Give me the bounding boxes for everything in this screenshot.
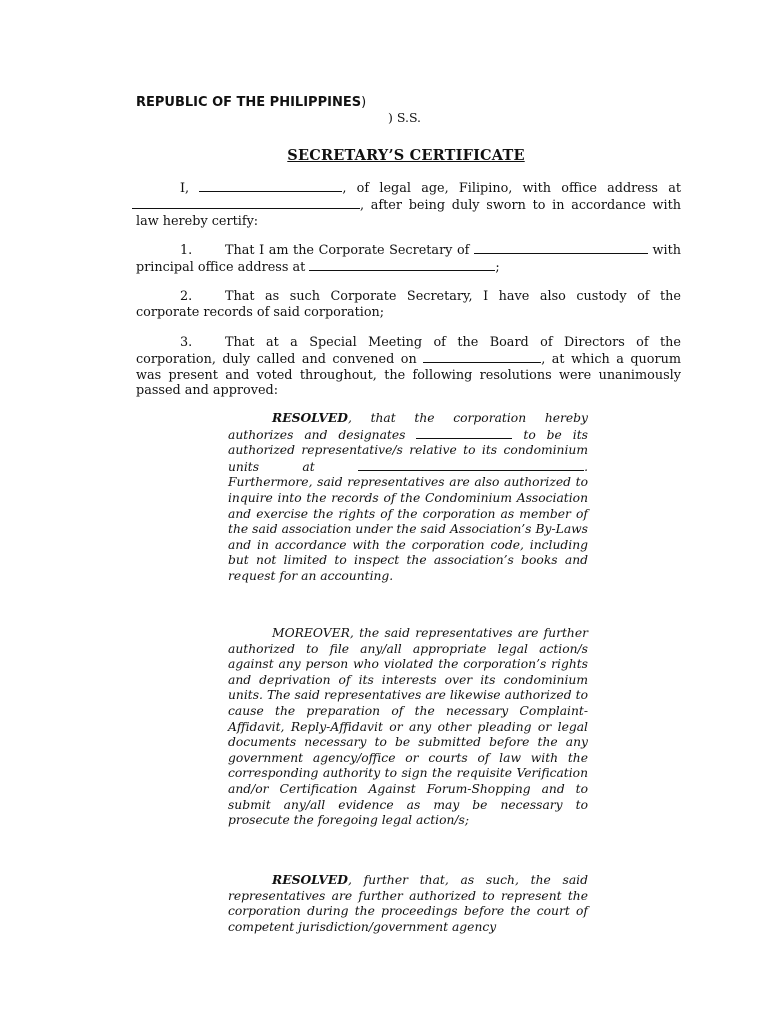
resolution-3-text: , further that, as such, the said representatives are further authorized to represent the corporation during the proceedings before the court of competent jurisdiction/government agency — [228, 873, 588, 934]
name-blank — [199, 180, 342, 192]
intro-text-1: , of legal age, Filipino, with office address at — [342, 181, 681, 196]
corporation-name-blank — [474, 242, 648, 254]
item-1 — [136, 242, 681, 276]
intro-i: I, — [180, 181, 190, 196]
republic-heading — [136, 95, 366, 110]
republic-paren: ) — [361, 95, 367, 110]
item-2-number: 2. — [180, 289, 193, 304]
republic-label: REPUBLIC OF THE PHILIPPINES — [136, 95, 362, 110]
resolution-1 — [228, 410, 588, 585]
resolution-2 — [228, 626, 588, 829]
condominium-units-blank — [358, 459, 584, 471]
resolved-label-2: RESOLVED — [272, 872, 348, 887]
resolution-3 — [228, 872, 588, 935]
ss-label: ) S.S. — [388, 110, 422, 125]
item-3 — [136, 335, 681, 399]
item-1-number: 1. — [180, 243, 193, 258]
resolved-label-1: RESOLVED — [272, 410, 348, 425]
item-3-text-b: , at which a quorum was present and voted throughout, the following resolutions were unanimously passed and approved: — [136, 351, 681, 399]
document-title: SECRETARY’S CERTIFICATE — [287, 147, 525, 164]
item-2-text: That as such Corporate Secretary, I have also custody of the corporate records of said corporation; — [136, 289, 681, 320]
resolution-1-text-b: to be its authorized representative/s relative to its condominium units at — [228, 427, 588, 474]
item-1-text-b: with principal office address at — [136, 243, 681, 275]
intro-text-2: , after being duly sworn to in accordance — [360, 197, 646, 213]
intro-paragraph — [136, 180, 681, 229]
resolution-1-text-c: . Furthermore, said representatives are also authorized to inquire into the records of the Condominium Association and exercise the rights of the corporation as member of the said association under the said Association’s By-Laws and in accordance with the corporation code, including but not limited to inspect the association’s books and request for an accounting. — [228, 459, 588, 583]
meeting-date-blank — [423, 351, 541, 363]
principal-address-blank — [309, 259, 495, 271]
resolution-1-text-a: , that the corporation hereby authorizes and designates — [228, 411, 588, 442]
item-3-text-a: That at a Special Meeting of the Board of Directors of the corporation, duly called and convened on — [136, 335, 681, 367]
moreover-paragraph: MOREOVER, the said representatives are further authorized to file any/all appropriate legal action/s against any person who violated the corporation’s rights and deprivation of its interests over its condominium units. The said representatives are likewise authorized to cause the preparation of the necessary Complaint-Affidavit, Reply-Affidavit or any other pleading or legal documents necessary to be submitted before the any government agency/office or courts of law with the corresponding authority to sign the requisite Verification and/or Certification Against Forum-Shopping and to submit any/all evidence as may be necessary to prosecute the foregoing legal action/s; — [228, 626, 588, 828]
intro-text-3: with law hereby certify: — [136, 197, 681, 229]
item-2 — [136, 289, 681, 321]
item-3-number: 3. — [180, 335, 193, 350]
office-address-blank — [132, 197, 360, 209]
representative-name-blank — [416, 427, 512, 439]
item-1-text-a: That I am the Corporate Secretary of — [225, 243, 470, 258]
item-1-text-c: ; — [495, 259, 500, 275]
